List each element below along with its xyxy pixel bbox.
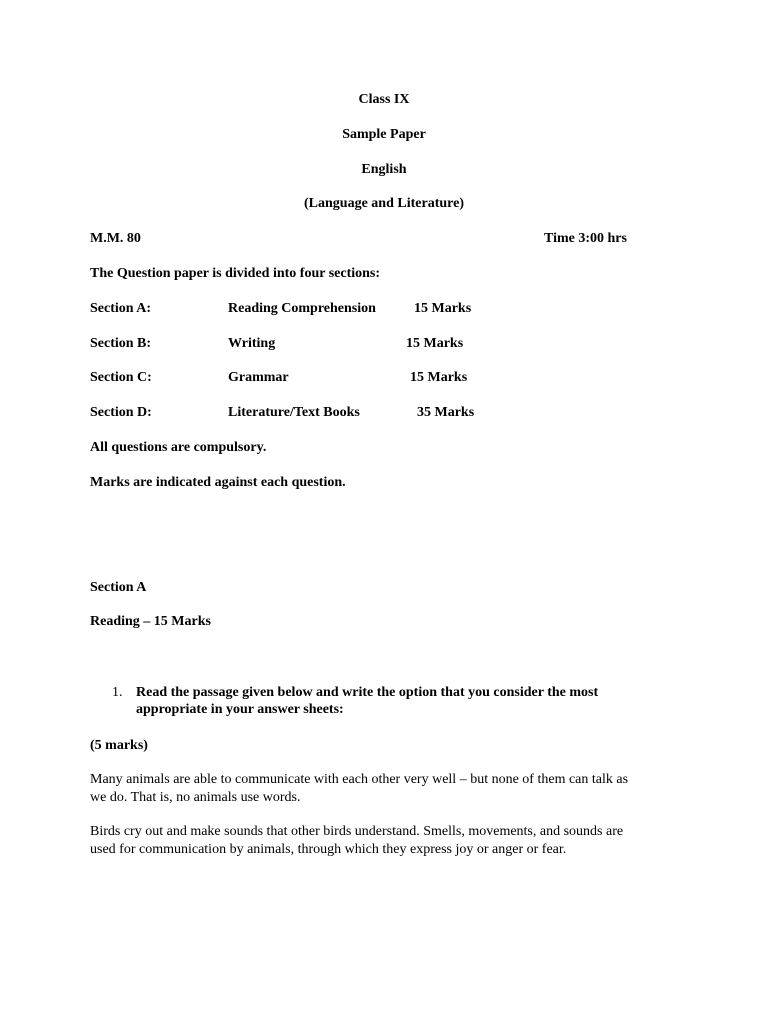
section-marks: 15 Marks [414, 301, 472, 316]
section-label: Section D: [90, 405, 152, 420]
section-label: Section C: [90, 370, 152, 385]
passage-p2-line1: Birds cry out and make sounds that other birds understand. Smells, movements, and sounds are [90, 824, 624, 839]
section-marks: 15 Marks [410, 370, 468, 385]
passage-p2-line2: used for communication by animals, through which they express joy or anger or fear. [90, 842, 567, 857]
passage-p1-line2: we do. That is, no animals use words. [90, 790, 301, 805]
question-marks: (5 marks) [90, 738, 148, 753]
question-text-line2: appropriate in your answer sheets: [136, 702, 344, 717]
sections-intro: The Question paper is divided into four sections: [90, 266, 381, 281]
instruction-compulsory: All questions are compulsory. [90, 440, 267, 455]
section-a-subtitle: Reading – 15 Marks [90, 614, 211, 629]
section-name: Literature/Text Books [228, 405, 360, 420]
question-text-line1: Read the passage given below and write the option that you consider the most [136, 685, 599, 700]
class-heading: Class IX [358, 92, 410, 107]
passage-p1-line1: Many animals are able to communicate with each other very well – but none of them can talk as [90, 772, 629, 787]
section-name: Grammar [228, 370, 289, 385]
time-allowed: Time 3:00 hrs [544, 231, 627, 246]
max-marks: M.M. 80 [90, 231, 141, 246]
question-number: 1. [112, 685, 123, 700]
section-name: Writing [228, 336, 276, 351]
subject-subtitle: (Language and Literature) [304, 196, 464, 211]
section-marks: 35 Marks [417, 405, 475, 420]
section-a-title: Section A [90, 580, 147, 595]
instruction-marks: Marks are indicated against each question. [90, 475, 346, 490]
section-name: Reading Comprehension [228, 301, 376, 316]
subject-heading: English [361, 162, 407, 177]
section-marks: 15 Marks [406, 336, 464, 351]
section-label: Section A: [90, 301, 152, 316]
paper-heading: Sample Paper [342, 127, 426, 142]
section-label: Section B: [90, 336, 152, 351]
